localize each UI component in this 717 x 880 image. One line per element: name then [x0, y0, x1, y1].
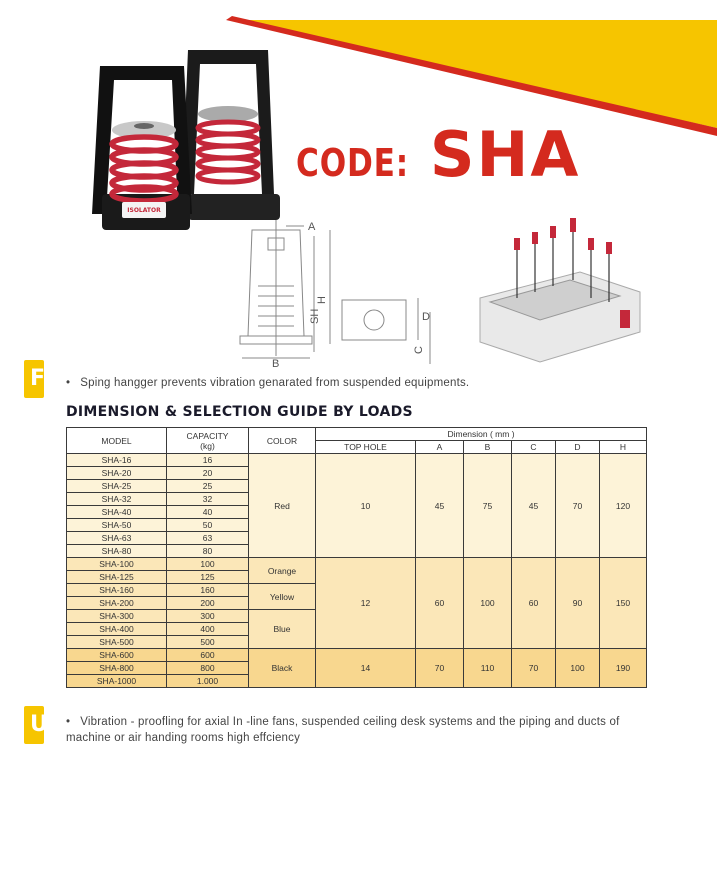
hanger-front [92, 66, 192, 230]
a-cell: 60 [416, 558, 464, 649]
model-cell: SHA-800 [67, 662, 167, 675]
model-cell: SHA-25 [67, 480, 167, 493]
brand-label: ISOLATOR [127, 207, 161, 214]
color-cell: Yellow [249, 584, 316, 610]
color-cell: Black [249, 649, 316, 688]
table-row [67, 558, 647, 571]
usage-text: Vibration - proofling for axial In -line fans, suspended ceiling desk systems and the piping and ducts of machine or air handing rooms high effciency [66, 716, 620, 744]
a-cell: 70 [416, 649, 464, 688]
capacity-cell: 100 [167, 558, 249, 571]
header-d: D [556, 441, 600, 454]
d-cell: 70 [556, 454, 600, 558]
top-hole-cell: 12 [316, 558, 416, 649]
header-a: A [416, 441, 464, 454]
capacity-cell: 600 [167, 649, 249, 662]
feature-text: Sping hangger prevents vibration genarated from suspended equipments. [80, 377, 470, 389]
header-b: B [464, 441, 512, 454]
h-cell: 120 [600, 454, 647, 558]
capacity-cell: 800 [167, 662, 249, 675]
dim-label-h: H [316, 296, 328, 304]
model-cell: SHA-40 [67, 506, 167, 519]
header-top-hole: TOP HOLE [316, 441, 416, 454]
usage-marker-letter: U [30, 712, 48, 737]
capacity-cell: 400 [167, 623, 249, 636]
capacity-cell: 500 [167, 636, 249, 649]
b-cell: 75 [464, 454, 512, 558]
model-cell: SHA-500 [67, 636, 167, 649]
dim-label-a: A [308, 221, 316, 233]
bullet-dot-icon: • [66, 716, 71, 728]
capacity-cell: 40 [167, 506, 249, 519]
code-label: CODE: [296, 141, 410, 185]
table-row [67, 649, 647, 662]
table-row [67, 454, 647, 467]
dim-label-c: C [413, 346, 425, 354]
model-cell: SHA-20 [67, 467, 167, 480]
model-cell: SHA-1000 [67, 675, 167, 688]
capacity-cell: 160 [167, 584, 249, 597]
model-cell: SHA-125 [67, 571, 167, 584]
color-cell: Red [249, 454, 316, 558]
color-cell: Orange [249, 558, 316, 584]
top-hole-cell: 10 [316, 454, 416, 558]
capacity-cell: 50 [167, 519, 249, 532]
model-cell: SHA-600 [67, 649, 167, 662]
color-cell: Blue [249, 610, 316, 649]
b-cell: 110 [464, 649, 512, 688]
capacity-cell: 300 [167, 610, 249, 623]
selection-table [66, 427, 647, 688]
header-color: COLOR [249, 428, 316, 454]
capacity-cell: 80 [167, 545, 249, 558]
dimension-drawing [222, 216, 448, 368]
top-hole-cell: 14 [316, 649, 416, 688]
model-cell: SHA-16 [67, 454, 167, 467]
d-cell: 100 [556, 649, 600, 688]
code-value: SHA [429, 118, 581, 191]
model-cell: SHA-100 [67, 558, 167, 571]
model-cell: SHA-400 [67, 623, 167, 636]
capacity-cell: 63 [167, 532, 249, 545]
b-cell: 100 [464, 558, 512, 649]
model-cell: SHA-32 [67, 493, 167, 506]
feature-bullet [66, 377, 469, 389]
feature-marker-letter: F [30, 366, 46, 391]
c-cell: 70 [512, 649, 556, 688]
hanger-back [182, 50, 280, 220]
capacity-cell: 32 [167, 493, 249, 506]
capacity-cell: 16 [167, 454, 249, 467]
header-model: MODEL [67, 428, 167, 454]
header-h: H [600, 441, 647, 454]
dim-label-d: D [422, 311, 430, 323]
table-heading: DIMENSION & SELECTION GUIDE BY LOADS [66, 404, 413, 420]
product-photo [92, 44, 284, 234]
capacity-cell: 20 [167, 467, 249, 480]
capacity-cell: 200 [167, 597, 249, 610]
a-cell: 45 [416, 454, 464, 558]
c-cell: 45 [512, 454, 556, 558]
h-cell: 190 [600, 649, 647, 688]
model-cell: SHA-300 [67, 610, 167, 623]
capacity-cell: 1.000 [167, 675, 249, 688]
d-cell: 90 [556, 558, 600, 649]
usage-bullet [66, 714, 648, 746]
dim-label-b: B [272, 358, 280, 368]
usage-marker [24, 706, 48, 744]
h-cell: 150 [600, 558, 647, 649]
capacity-cell: 125 [167, 571, 249, 584]
dim-label-sh: SH [309, 308, 321, 324]
model-cell: SHA-50 [67, 519, 167, 532]
model-cell: SHA-63 [67, 532, 167, 545]
capacity-cell: 25 [167, 480, 249, 493]
bullet-dot-icon: • [66, 377, 71, 389]
c-cell: 60 [512, 558, 556, 649]
feature-marker [24, 360, 44, 398]
product-code-title [296, 118, 581, 191]
header-capacity: CAPACITY (kg) [167, 428, 249, 454]
header-dimension: Dimension ( mm ) [316, 428, 647, 441]
header-c: C [512, 441, 556, 454]
model-cell: SHA-200 [67, 597, 167, 610]
installation-diagram [470, 202, 650, 370]
model-cell: SHA-80 [67, 545, 167, 558]
model-cell: SHA-160 [67, 584, 167, 597]
